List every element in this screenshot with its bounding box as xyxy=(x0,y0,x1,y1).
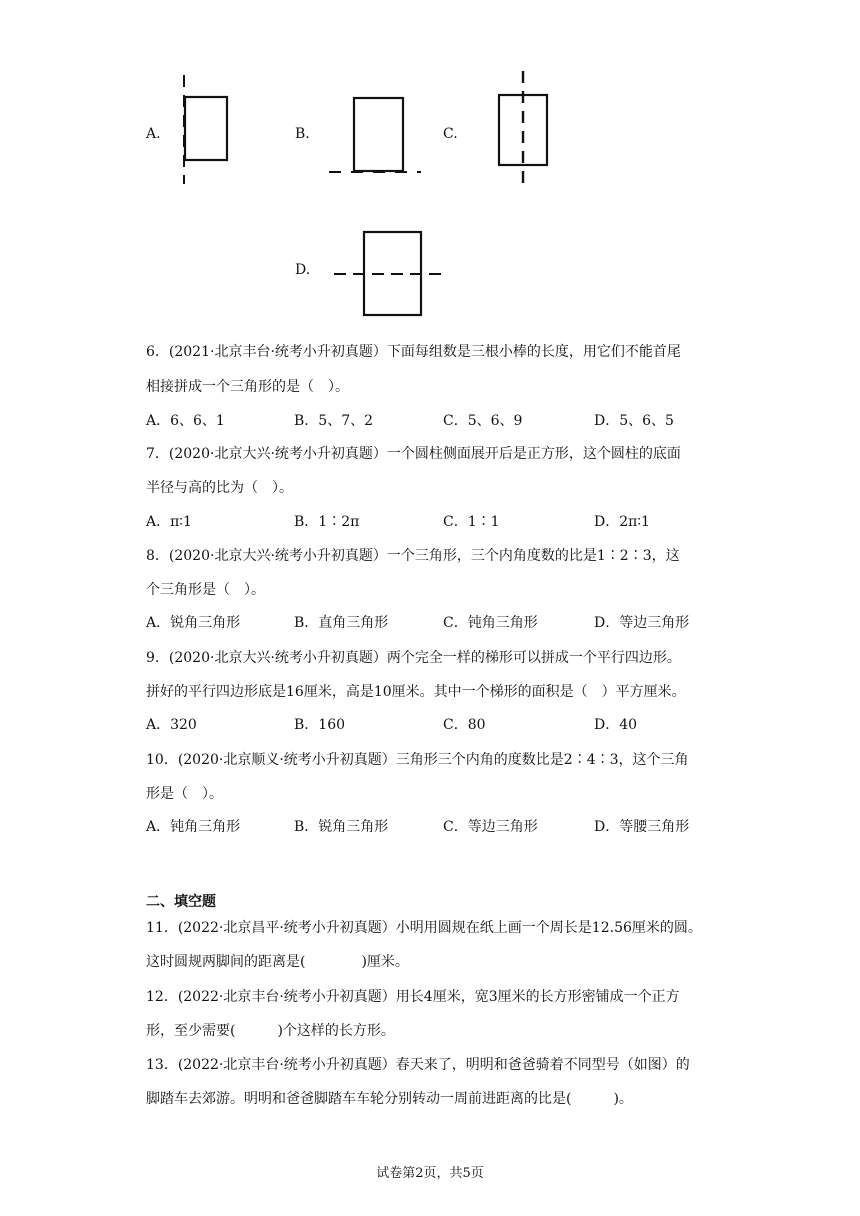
question-9-option-a: A．320 xyxy=(146,717,197,733)
question-7-option-b: B．1∶2π xyxy=(294,514,360,530)
question-6-line-2: 相接拼成一个三角形的是（ ）。 xyxy=(146,379,349,395)
question-8-line-1: 8．(2020·北京大兴·统考小升初真题）一个三角形，三个内角度数的比是1∶2∶3，这 xyxy=(146,548,680,564)
question-12-line-2: 形，至少需要( )个这样的长方形。 xyxy=(146,1023,395,1039)
section-title-fill-in: 二、填空题 xyxy=(146,894,216,910)
question-6-option-d: D．5、6、5 xyxy=(594,413,674,429)
question-6-option-c: C．5、6、9 xyxy=(443,413,523,429)
option-c-label: C. xyxy=(443,126,458,142)
figure-d-rectangle-axis xyxy=(330,226,445,321)
question-9-line-2: 拼好的平行四边形底是16厘米，高是10厘米。其中一个梯形的面积是（ ）平方厘米。 xyxy=(146,684,686,700)
question-12-line-1: 12．(2022·北京丰台·统考小升初真题）用长4厘米，宽3厘米的长方形密铺成一个正方 xyxy=(146,989,680,1005)
question-10-option-b: B．锐角三角形 xyxy=(294,819,389,835)
question-7-option-a: A．π∶1 xyxy=(146,514,192,530)
question-9-option-c: C．80 xyxy=(443,717,486,733)
option-b-label: B. xyxy=(295,126,310,142)
question-10-line-1: 10．(2020·北京顺义·统考小升初真题）三角形三个内角的度数比是2∶4∶3，这个三角 xyxy=(146,752,689,768)
question-6-line-1: 6．(2021·北京丰台·统考小升初真题）下面每组数是三根小棒的长度，用它们不能首尾 xyxy=(146,344,681,360)
question-8-option-c: C．钝角三角形 xyxy=(443,615,538,631)
page-footer: 试卷第2页，共5页 xyxy=(376,1166,484,1181)
question-8-option-a: A．锐角三角形 xyxy=(146,615,241,631)
question-7-option-d: D．2π∶1 xyxy=(594,514,650,530)
figure-c-rectangle-axis xyxy=(490,68,555,193)
question-10-option-c: C．等边三角形 xyxy=(443,819,538,835)
option-d-label: D. xyxy=(295,262,311,278)
question-10-option-d: D．等腰三角形 xyxy=(594,819,690,835)
question-9-option-d: D．40 xyxy=(594,717,638,733)
question-10-line-2: 形是（ ）。 xyxy=(146,786,223,802)
question-8-line-2: 个三角形是（ ）。 xyxy=(146,582,265,598)
question-6-option-b: B．5、7、2 xyxy=(294,413,374,429)
figure-b-rectangle-axis xyxy=(325,92,425,177)
question-11-line-2: 这时圆规两脚间的距离是( )厘米。 xyxy=(146,954,409,970)
question-8-option-b: B．直角三角形 xyxy=(294,615,389,631)
question-13-line-1: 13．(2022·北京丰台·统考小升初真题）春天来了，明明和爸爸骑着不同型号（如图）的 xyxy=(146,1057,690,1073)
question-11-line-1: 11．(2022·北京昌平·统考小升初真题）小明用圆规在纸上画一个周长是12.56厘米的圆。 xyxy=(146,920,702,936)
option-a-label: A. xyxy=(146,126,161,142)
question-10-option-a: A．钝角三角形 xyxy=(146,819,241,835)
question-13-line-2: 脚踏车去郊游。明明和爸爸脚踏车车轮分别转动一周前进距离的比是( )。 xyxy=(146,1091,633,1107)
question-9-line-1: 9．(2020·北京大兴·统考小升初真题）两个完全一样的梯形可以拼成一个平行四边形。 xyxy=(146,650,681,666)
question-9-option-b: B．160 xyxy=(294,717,346,733)
question-8-option-d: D．等边三角形 xyxy=(594,615,690,631)
figure-a-rectangle-axis xyxy=(170,72,240,187)
question-6-option-a: A．6、6、1 xyxy=(146,413,225,429)
question-7-line-1: 7．(2020·北京大兴·统考小升初真题）一个圆柱侧面展开后是正方形，这个圆柱的底面 xyxy=(146,446,681,462)
question-7-option-c: C．1∶1 xyxy=(443,514,500,530)
question-7-line-2: 半径与高的比为（ ）。 xyxy=(146,480,293,496)
